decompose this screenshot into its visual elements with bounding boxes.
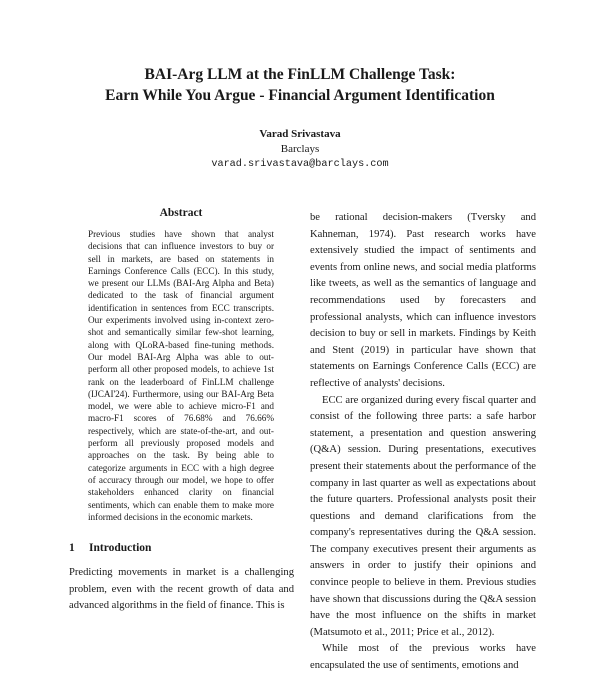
author-name: Varad Srivastava: [259, 128, 341, 140]
intro-paragraph: Predicting movements in market is a challenging problem, even with the recent growth of data and advanced algorithms in the field of finance. This is: [69, 567, 294, 612]
author-block: [0, 127, 600, 172]
author-email: varad.srivastava@barclays.com: [211, 159, 389, 170]
right-paragraph-2: ECC are organized during every fiscal quarter and consist of the following three parts: a safe harbor statement, a presentation and question answering (Q&A) session. During presentations, executives present their statements about the performance of the company in last quarter as well as expectations about the future quarters. Professional analysts posit their questions and demand clarifications from the company's representatives during the Q&A session. The company executives present their arguments as answers in order to justify their opinions and convince people to believe in them. Previous studies have shown that discussions during the Q&A session have the most influence on the shifts in market (Matsumoto et al., 2011; Price et al., 2012).: [310, 394, 536, 638]
abstract-text: Previous studies have shown that analyst decisions that can influence investors to buy or sell in markets, are based on statements in Earnings Conference Calls (ECC). In this study, we present our LLMs (BAI-Arg Alpha and Beta) dedicated to the task of financial argument identification in sentences from ECC transcripts. Our experiments involved using in-context zero-shot and semantically similar few-shot learning, along with QLoRA-based fine-tuning methods. Our model BAI-Arg Alpha was able to out-perform all other proposed models, to achieve 1st rank on the leaderboard of FinLLM challenge (IJCAI'24). Furthermore, using our BAI-Arg Beta model, we were able to achieve micro-F1 and macro-F1 scores of 76.68% and 76.66% respectively, which are state-of-the-art, and out-perform all previously proposed models and approaches on the task. By being able to categorize arguments in ECC with a high degree of accuracy through our model, we hope to offer stakeholders enhanced clarity on financial sentiments, which can enable them to make more informed decisions in the economic markets.: [88, 229, 274, 522]
title-line-2: Earn While You Argue - Financial Argument Identification: [105, 87, 495, 104]
right-column: [310, 210, 536, 675]
right-paragraph-3: While most of the previous works have encapsulated the use of sentiments, emotions and: [310, 643, 536, 672]
section-number: 1: [69, 542, 75, 554]
abstract-heading: Abstract: [159, 207, 203, 219]
title-line-1: BAI-Arg LLM at the FinLLM Challenge Task:: [144, 66, 456, 83]
right-paragraph-1: be rational decision-makers (Tversky and Kahneman, 1974). Past research works have extensively studied the impact of sentiments and events from online news, and social media platforms like tweets, as well as the semantics of language and recommendations used by forecasters and professional analysts, which can influence investors decision to buy or sell in markets. Findings by Keith and Stent (2019) in particular have shown that statements on Earnings Conference Calls (ECC) are reflective of analysts' decisions.: [310, 212, 536, 389]
section-title: Introduction: [89, 542, 152, 554]
paper-title: [0, 64, 600, 106]
author-affiliation: Barclays: [280, 143, 320, 155]
section-heading: [69, 542, 151, 554]
